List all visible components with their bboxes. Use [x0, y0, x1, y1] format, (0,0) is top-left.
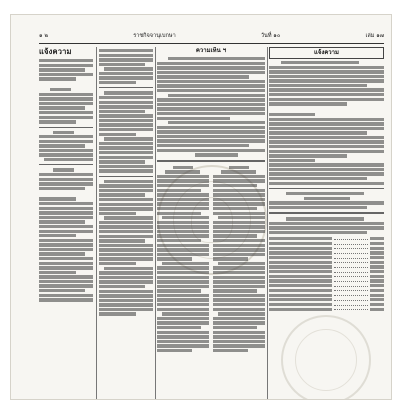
article-text	[269, 61, 384, 234]
running-head	[39, 31, 384, 41]
list-item	[269, 308, 384, 311]
newspaper-page	[10, 14, 392, 400]
list-item	[269, 265, 384, 268]
page-number: ๑ ๒	[39, 33, 49, 39]
list-item	[269, 294, 384, 297]
column-4-heading: แจ้งความ	[269, 47, 384, 59]
article-text	[39, 59, 93, 302]
list-item	[269, 279, 384, 282]
column-1	[39, 47, 93, 397]
top-rule	[39, 43, 384, 44]
running-head-left: ราชกิจจานุเบกษา	[133, 33, 176, 39]
article-text	[99, 49, 153, 316]
list-item	[269, 275, 384, 278]
list-item	[269, 303, 384, 306]
column-2	[99, 47, 153, 397]
column-4	[269, 47, 384, 397]
price-list	[269, 237, 384, 311]
list-item	[269, 237, 384, 240]
list-item	[269, 256, 384, 259]
list-item	[269, 247, 384, 250]
article-text	[157, 57, 265, 353]
list-item	[269, 284, 384, 287]
volume-label: เล่ม ๑๗	[365, 33, 384, 39]
column-3-heading: ความเห็น ฯ	[195, 47, 227, 54]
list-item	[269, 289, 384, 292]
list-item	[269, 251, 384, 254]
column-divider	[96, 47, 97, 399]
list-item	[269, 298, 384, 301]
list-item	[269, 261, 384, 264]
column-3	[157, 47, 265, 397]
column-divider	[155, 47, 156, 399]
list-item	[269, 242, 384, 245]
column-divider	[267, 47, 268, 399]
list-item	[269, 270, 384, 273]
column-1-heading: แจ้งความ	[39, 47, 72, 56]
running-head-right: วันที่ ๑๐	[260, 33, 281, 39]
